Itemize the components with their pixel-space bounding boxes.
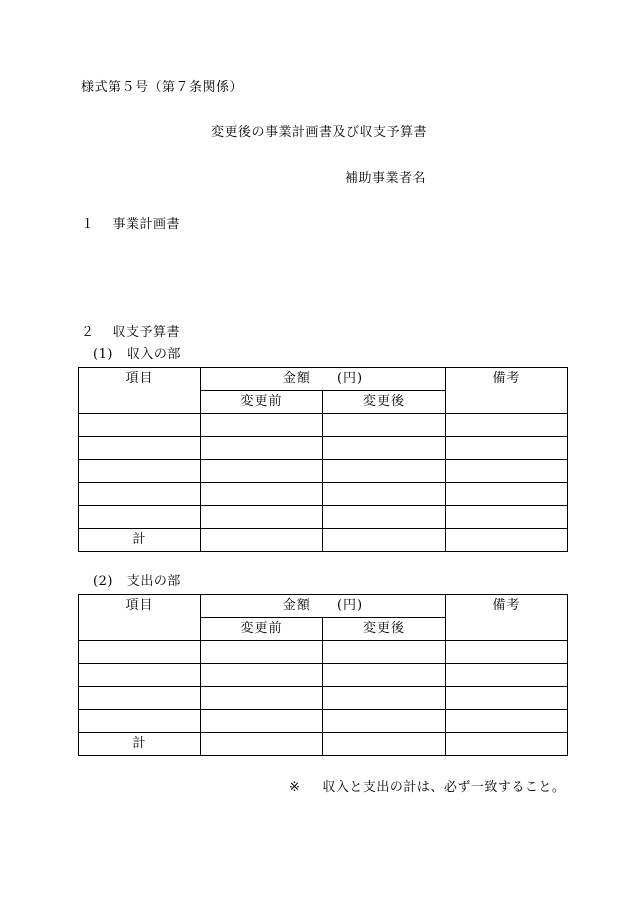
cell-after[interactable] xyxy=(323,460,446,483)
cell-after[interactable] xyxy=(323,483,446,506)
cell-after[interactable] xyxy=(323,687,446,710)
table-total-row xyxy=(79,529,568,552)
table-row xyxy=(79,414,568,437)
amount-unit: (円) xyxy=(336,371,364,386)
cell-total-remarks[interactable] xyxy=(446,733,568,756)
table-header-row xyxy=(79,368,568,391)
subsection-number: (1) xyxy=(93,347,113,362)
cell-item[interactable] xyxy=(79,460,201,483)
section-budget xyxy=(81,325,180,341)
amount-label: 金額 xyxy=(282,371,311,386)
cell-before[interactable] xyxy=(201,710,323,733)
cell-item[interactable] xyxy=(79,664,201,687)
header-amount xyxy=(201,368,446,391)
cell-remarks[interactable] xyxy=(446,506,568,529)
cell-item[interactable] xyxy=(79,483,201,506)
cell-item[interactable] xyxy=(79,687,201,710)
cell-before[interactable] xyxy=(201,483,323,506)
income-table xyxy=(78,367,568,552)
header-before: 変更前 xyxy=(201,391,323,414)
cell-before[interactable] xyxy=(201,641,323,664)
cell-after[interactable] xyxy=(323,506,446,529)
cell-total-before[interactable] xyxy=(201,733,323,756)
cell-total-after[interactable] xyxy=(323,529,446,552)
header-after: 変更後 xyxy=(323,618,446,641)
applicant-name-label: 補助事業者名 xyxy=(345,171,427,186)
subsection-label: 支出の部 xyxy=(126,574,181,589)
cell-before[interactable] xyxy=(201,664,323,687)
amount-unit: (円) xyxy=(336,598,364,613)
header-amount xyxy=(201,595,446,618)
cell-after[interactable] xyxy=(323,664,446,687)
cell-after[interactable] xyxy=(323,710,446,733)
table-row xyxy=(79,710,568,733)
cell-before[interactable] xyxy=(201,460,323,483)
header-item: 項目 xyxy=(79,595,201,641)
table-row xyxy=(79,641,568,664)
header-remarks: 備考 xyxy=(446,595,568,641)
section-number: ２ xyxy=(81,325,95,340)
subsection-label: 収入の部 xyxy=(126,347,181,362)
table-row xyxy=(79,664,568,687)
section-number: １ xyxy=(81,217,95,232)
header-before: 変更前 xyxy=(201,618,323,641)
cell-remarks[interactable] xyxy=(446,664,568,687)
header-after: 変更後 xyxy=(323,391,446,414)
table-row xyxy=(79,483,568,506)
cell-before[interactable] xyxy=(201,414,323,437)
cell-remarks[interactable] xyxy=(446,460,568,483)
total-label: 計 xyxy=(79,733,201,756)
section-business-plan xyxy=(81,217,180,233)
cell-remarks[interactable] xyxy=(446,483,568,506)
cell-item[interactable] xyxy=(79,506,201,529)
note-text: 収入と支出の計は、必ず一致すること。 xyxy=(322,780,566,795)
cell-remarks[interactable] xyxy=(446,687,568,710)
subsection-income xyxy=(93,347,181,363)
section-label: 収支予算書 xyxy=(112,325,181,340)
table-total-row xyxy=(79,733,568,756)
cell-before[interactable] xyxy=(201,437,323,460)
form-number: 様式第５号（第７条関係） xyxy=(81,80,244,95)
table-row xyxy=(79,460,568,483)
note xyxy=(289,780,565,796)
cell-remarks[interactable] xyxy=(446,437,568,460)
total-label: 計 xyxy=(79,529,201,552)
header-remarks: 備考 xyxy=(446,368,568,414)
cell-remarks[interactable] xyxy=(446,414,568,437)
note-mark: ※ xyxy=(289,780,301,795)
cell-after[interactable] xyxy=(323,414,446,437)
cell-total-before[interactable] xyxy=(201,529,323,552)
cell-total-after[interactable] xyxy=(323,733,446,756)
subsection-number: (2) xyxy=(93,574,113,589)
cell-remarks[interactable] xyxy=(446,641,568,664)
cell-item[interactable] xyxy=(79,414,201,437)
cell-before[interactable] xyxy=(201,687,323,710)
table-header-row xyxy=(79,595,568,618)
cell-after[interactable] xyxy=(323,437,446,460)
cell-item[interactable] xyxy=(79,437,201,460)
cell-item[interactable] xyxy=(79,710,201,733)
section-label: 事業計画書 xyxy=(112,217,181,232)
cell-after[interactable] xyxy=(323,641,446,664)
document-title: 変更後の事業計画書及び収支予算書 xyxy=(211,125,428,140)
cell-before[interactable] xyxy=(201,506,323,529)
expense-table xyxy=(78,594,568,756)
table-row xyxy=(79,437,568,460)
table-row xyxy=(79,687,568,710)
subsection-expense xyxy=(93,574,181,590)
cell-item[interactable] xyxy=(79,641,201,664)
amount-label: 金額 xyxy=(282,598,311,613)
cell-remarks[interactable] xyxy=(446,710,568,733)
header-item: 項目 xyxy=(79,368,201,414)
cell-total-remarks[interactable] xyxy=(446,529,568,552)
table-row xyxy=(79,506,568,529)
